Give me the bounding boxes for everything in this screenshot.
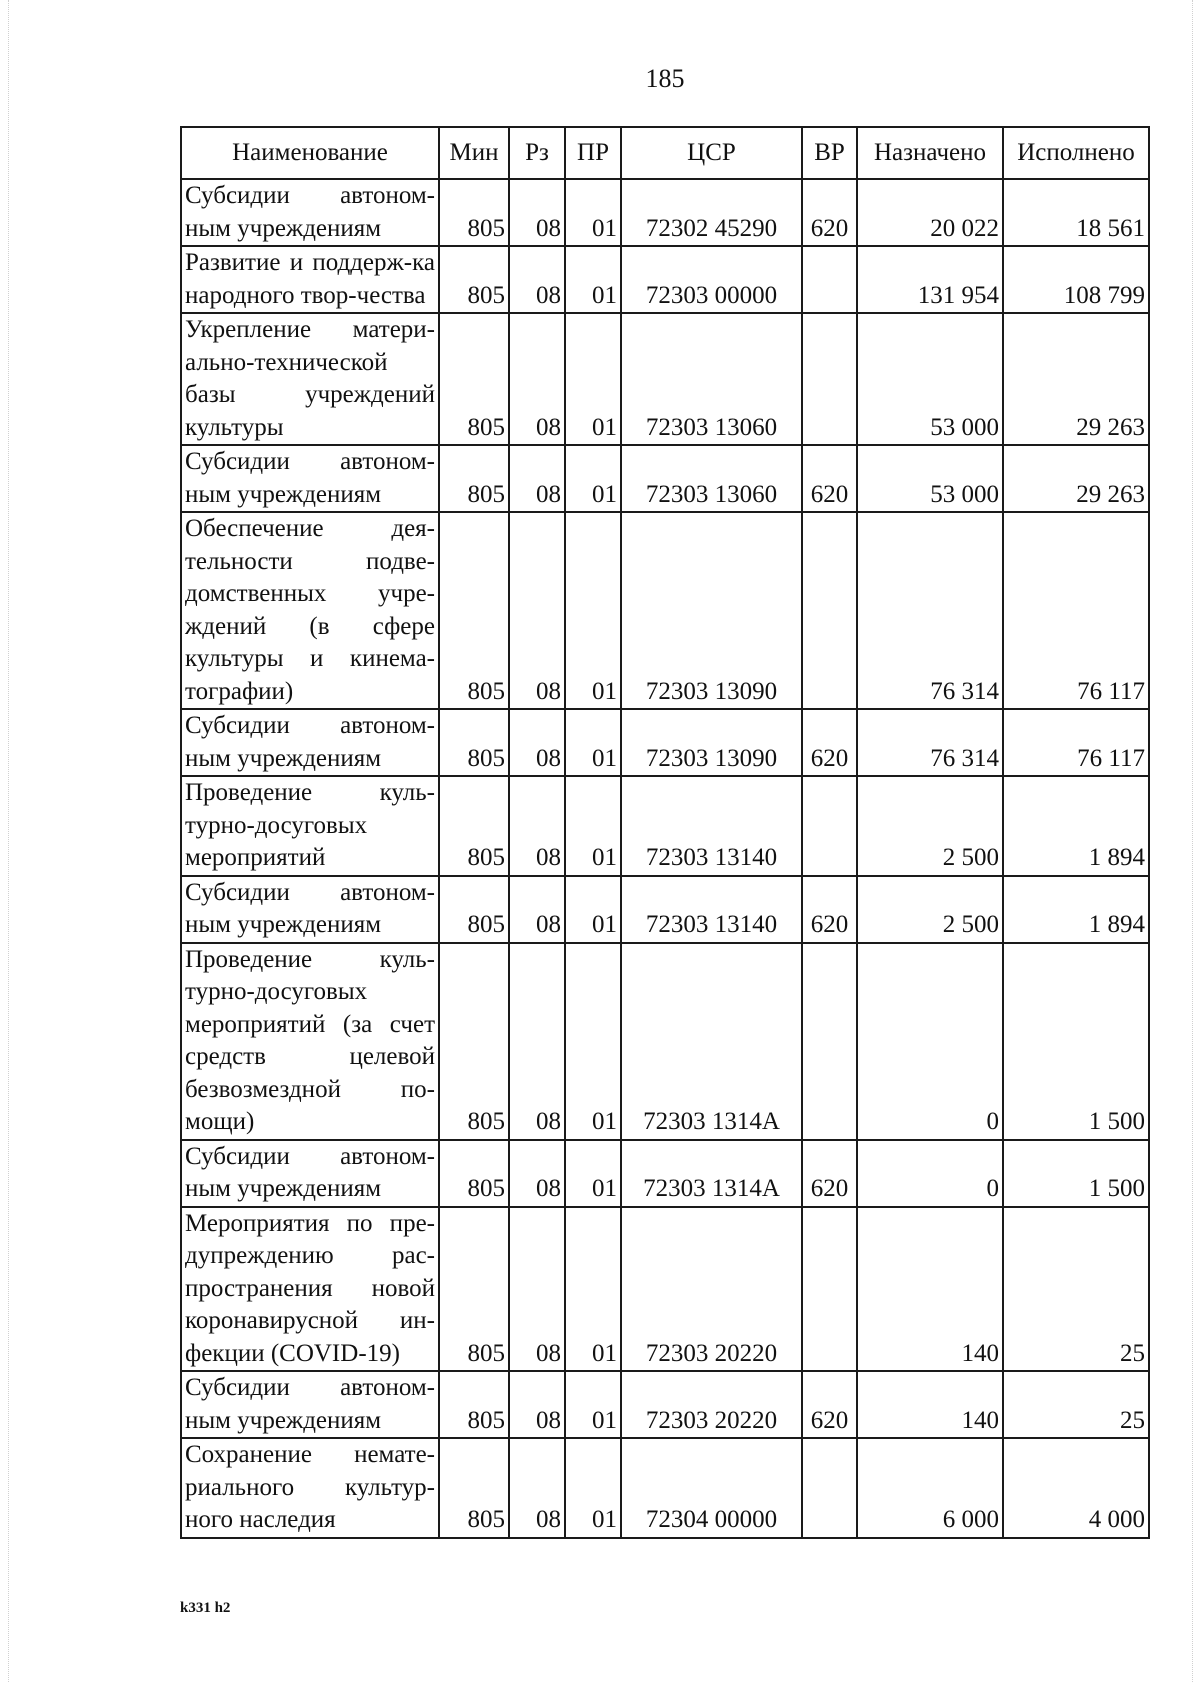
- cell-min: 805: [439, 313, 509, 445]
- cell-rz: 08: [509, 776, 565, 876]
- cell-csr: 72303 1314А: [621, 943, 802, 1140]
- table-row: [181, 246, 1149, 313]
- cell-vr: [802, 943, 857, 1140]
- cell-csr: 72303 13060: [621, 313, 802, 445]
- cell-name: Субсидии автоном-ным учреждениям: [181, 1371, 439, 1438]
- header-rz: Рз: [509, 127, 565, 179]
- cell-csr: 72303 13090: [621, 512, 802, 709]
- header-vr: ВР: [802, 127, 857, 179]
- cell-vr: 620: [802, 876, 857, 943]
- cell-assigned: 76 314: [857, 512, 1003, 709]
- cell-assigned: 2 500: [857, 876, 1003, 943]
- cell-name: Субсидии автоном-ным учреждениям: [181, 876, 439, 943]
- page-number: 185: [645, 64, 685, 93]
- cell-pr: 01: [565, 1207, 621, 1372]
- cell-executed: 108 799: [1003, 246, 1149, 313]
- cell-pr: 01: [565, 1371, 621, 1438]
- cell-assigned: 76 314: [857, 709, 1003, 776]
- budget-table: [180, 126, 1150, 1539]
- cell-vr: 620: [802, 1140, 857, 1207]
- cell-executed: 29 263: [1003, 445, 1149, 512]
- cell-csr: 72304 00000: [621, 1438, 802, 1538]
- cell-assigned: 20 022: [857, 179, 1003, 246]
- cell-min: 805: [439, 709, 509, 776]
- cell-csr: 72303 13090: [621, 709, 802, 776]
- cell-pr: 01: [565, 1140, 621, 1207]
- cell-vr: [802, 1207, 857, 1372]
- cell-vr: [802, 313, 857, 445]
- cell-rz: 08: [509, 876, 565, 943]
- cell-vr: [802, 512, 857, 709]
- header-pr: ПР: [565, 127, 621, 179]
- cell-assigned: 2 500: [857, 776, 1003, 876]
- cell-vr: 620: [802, 709, 857, 776]
- cell-pr: 01: [565, 943, 621, 1140]
- cell-rz: 08: [509, 246, 565, 313]
- cell-name: Сохранение немате-риального культур-ного наследия: [181, 1438, 439, 1538]
- cell-executed: 1 894: [1003, 876, 1149, 943]
- table-row: [181, 445, 1149, 512]
- cell-name: Субсидии автоном-ным учреждениям: [181, 445, 439, 512]
- cell-assigned: 0: [857, 1140, 1003, 1207]
- cell-vr: 620: [802, 1371, 857, 1438]
- cell-min: 805: [439, 445, 509, 512]
- cell-pr: 01: [565, 445, 621, 512]
- cell-assigned: 53 000: [857, 445, 1003, 512]
- cell-name: Мероприятия по пре-дупреждению рас-пространения новой коронавирусной ин-фекции (COVID-19): [181, 1207, 439, 1372]
- cell-min: 805: [439, 179, 509, 246]
- table-row: [181, 709, 1149, 776]
- table-row: [181, 776, 1149, 876]
- cell-executed: 25: [1003, 1207, 1149, 1372]
- cell-name: Обеспечение дея-тельности подве-домственных учре-ждений (в сфере культуры и кинема-тографии): [181, 512, 439, 709]
- cell-pr: 01: [565, 776, 621, 876]
- cell-min: 805: [439, 1371, 509, 1438]
- cell-min: 805: [439, 943, 509, 1140]
- cell-name: Укрепление матери-ально-технической базы учреждений культуры: [181, 313, 439, 445]
- cell-rz: 08: [509, 179, 565, 246]
- cell-min: 805: [439, 1140, 509, 1207]
- cell-min: 805: [439, 776, 509, 876]
- cell-csr: 72303 20220: [621, 1371, 802, 1438]
- cell-csr: 72303 1314А: [621, 1140, 802, 1207]
- table-row: [181, 1140, 1149, 1207]
- cell-rz: 08: [509, 512, 565, 709]
- cell-rz: 08: [509, 1438, 565, 1538]
- cell-assigned: 140: [857, 1371, 1003, 1438]
- cell-assigned: 6 000: [857, 1438, 1003, 1538]
- header-name: Наименование: [181, 127, 439, 179]
- cell-executed: 76 117: [1003, 512, 1149, 709]
- header-executed: Исполнено: [1003, 127, 1149, 179]
- cell-vr: [802, 776, 857, 876]
- cell-rz: 08: [509, 1371, 565, 1438]
- cell-rz: 08: [509, 943, 565, 1140]
- table-row: [181, 943, 1149, 1140]
- header-assigned: Назначено: [857, 127, 1003, 179]
- table-row: [181, 313, 1149, 445]
- table-row: [181, 876, 1149, 943]
- cell-executed: 4 000: [1003, 1438, 1149, 1538]
- cell-min: 805: [439, 1207, 509, 1372]
- cell-executed: 1 894: [1003, 776, 1149, 876]
- cell-csr: 72303 20220: [621, 1207, 802, 1372]
- cell-executed: 18 561: [1003, 179, 1149, 246]
- cell-name: Субсидии автоном-ным учреждениям: [181, 709, 439, 776]
- table-row: [181, 1438, 1149, 1538]
- cell-csr: 72303 00000: [621, 246, 802, 313]
- cell-rz: 08: [509, 1140, 565, 1207]
- cell-rz: 08: [509, 1207, 565, 1372]
- cell-name: Субсидии автоном-ным учреждениям: [181, 1140, 439, 1207]
- cell-rz: 08: [509, 709, 565, 776]
- cell-rz: 08: [509, 313, 565, 445]
- scan-edge-left: [8, 0, 10, 1682]
- cell-min: 805: [439, 1438, 509, 1538]
- cell-min: 805: [439, 876, 509, 943]
- cell-vr: 620: [802, 445, 857, 512]
- scan-edge-right: [1192, 0, 1194, 1682]
- cell-executed: 25: [1003, 1371, 1149, 1438]
- cell-csr: 72303 13140: [621, 876, 802, 943]
- cell-pr: 01: [565, 1438, 621, 1538]
- cell-assigned: 53 000: [857, 313, 1003, 445]
- table-row: [181, 1371, 1149, 1438]
- cell-executed: 76 117: [1003, 709, 1149, 776]
- footer-code: k331 h2: [180, 1600, 231, 1616]
- cell-csr: 72302 45290: [621, 179, 802, 246]
- table-header-row: [181, 127, 1149, 179]
- cell-executed: 29 263: [1003, 313, 1149, 445]
- cell-executed: 1 500: [1003, 1140, 1149, 1207]
- table-row: [181, 1207, 1149, 1372]
- cell-pr: 01: [565, 512, 621, 709]
- cell-pr: 01: [565, 709, 621, 776]
- header-min: Мин: [439, 127, 509, 179]
- cell-vr: 620: [802, 179, 857, 246]
- cell-name: Проведение куль-турно-досуговых мероприятий: [181, 776, 439, 876]
- cell-vr: [802, 246, 857, 313]
- cell-assigned: 140: [857, 1207, 1003, 1372]
- cell-name: Проведение куль-турно-досуговых мероприятий (за счет средств целевой безвозмездной по-мощи): [181, 943, 439, 1140]
- header-csr: ЦСР: [621, 127, 802, 179]
- cell-executed: 1 500: [1003, 943, 1149, 1140]
- cell-name: Субсидии автоном-ным учреждениям: [181, 179, 439, 246]
- cell-name: Развитие и поддерж-ка народного твор-чества: [181, 246, 439, 313]
- cell-pr: 01: [565, 179, 621, 246]
- table-row: [181, 179, 1149, 246]
- cell-min: 805: [439, 246, 509, 313]
- cell-pr: 01: [565, 313, 621, 445]
- cell-pr: 01: [565, 876, 621, 943]
- cell-min: 805: [439, 512, 509, 709]
- cell-assigned: 0: [857, 943, 1003, 1140]
- cell-vr: [802, 1438, 857, 1538]
- cell-csr: 72303 13060: [621, 445, 802, 512]
- cell-rz: 08: [509, 445, 565, 512]
- cell-assigned: 131 954: [857, 246, 1003, 313]
- cell-pr: 01: [565, 246, 621, 313]
- cell-csr: 72303 13140: [621, 776, 802, 876]
- table-row: [181, 512, 1149, 709]
